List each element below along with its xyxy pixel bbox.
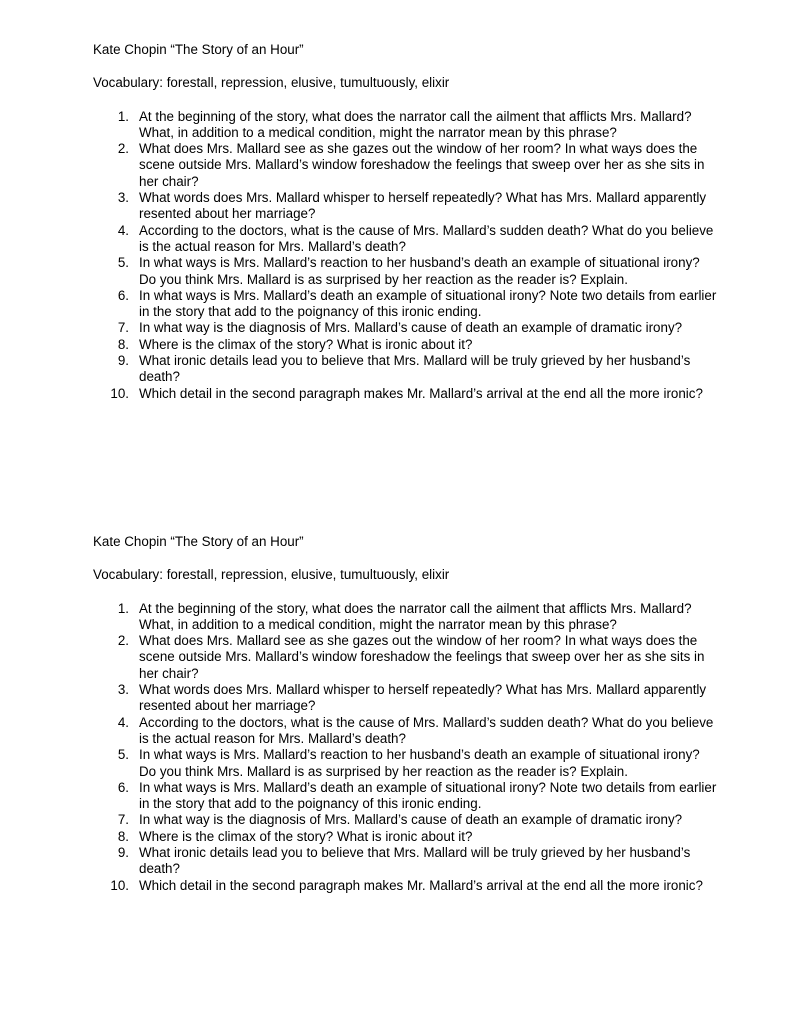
question-number: 4. — [117, 222, 129, 238]
question-number: 7. — [117, 320, 129, 336]
question-text: According to the doctors, what is the cause of Mrs. Mallard’s sudden death? What do you believe is the actual reason for Mrs. Mallard’s death? — [139, 714, 714, 746]
question-list — [93, 109, 733, 402]
question-number: 5. — [117, 747, 129, 763]
question-item — [93, 601, 733, 634]
question-number: 1. — [117, 108, 129, 124]
question-text: In what ways is Mrs. Mallard’s reaction to her husband’s death an example of situational irony? Do you think Mrs. Mallard is as surprised by her reaction as the reader is? Explain. — [139, 747, 700, 779]
question-number: 2. — [117, 633, 129, 649]
question-item — [93, 353, 733, 386]
question-text: In what ways is Mrs. Mallard’s reaction to her husband’s death an example of situational irony? Do you think Mrs. Mallard is as surprised by her reaction as the reader is? Explain. — [139, 255, 700, 287]
question-text: According to the doctors, what is the cause of Mrs. Mallard’s sudden death? What do you believe is the actual reason for Mrs. Mallard’s death? — [139, 222, 714, 254]
question-number: 10. — [110, 877, 129, 893]
question-item — [93, 141, 733, 190]
question-text: What ironic details lead you to believe that Mrs. Mallard will be truly grieved by her husband’s death? — [139, 353, 691, 385]
worksheet-1 — [93, 42, 733, 402]
question-text: Which detail in the second paragraph makes Mr. Mallard’s arrival at the end all the more ironic? — [139, 877, 703, 893]
question-number: 10. — [110, 385, 129, 401]
question-text: At the beginning of the story, what does the narrator call the ailment that afflicts Mrs. Mallard? What, in addition to a medical condition, might the narrator mean by this phrase? — [139, 600, 692, 632]
worksheet-title: Kate Chopin “The Story of an Hour” — [93, 534, 304, 549]
question-text: At the beginning of the story, what does the narrator call the ailment that afflicts Mrs. Mallard? What, in addition to a medical condition, might the narrator mean by this phrase? — [139, 108, 692, 140]
question-number: 7. — [117, 812, 129, 828]
question-text: What ironic details lead you to believe that Mrs. Mallard will be truly grieved by her husband’s death? — [139, 845, 691, 877]
question-item — [93, 715, 733, 748]
question-number: 6. — [117, 287, 129, 303]
worksheet-title: Kate Chopin “The Story of an Hour” — [93, 42, 304, 57]
question-item — [93, 812, 733, 828]
question-number: 4. — [117, 714, 129, 730]
question-text: In what ways is Mrs. Mallard’s death an example of situational irony? Note two details from earlier in the story that add to the poignancy of this ironic ending. — [139, 779, 717, 812]
question-item — [93, 109, 733, 142]
vocabulary-line: Vocabulary: forestall, repression, elusive, tumultuously, elixir — [93, 567, 450, 583]
question-item — [93, 682, 733, 715]
question-text: In what ways is Mrs. Mallard’s death an example of situational irony? Note two details from earlier in the story that add to the poignancy of this ironic ending. — [139, 287, 717, 320]
question-number: 9. — [117, 845, 129, 861]
worksheet-2 — [93, 534, 733, 894]
question-item — [93, 845, 733, 878]
question-item — [93, 288, 733, 321]
question-number: 9. — [117, 353, 129, 369]
question-number: 5. — [117, 255, 129, 271]
question-item — [93, 633, 733, 682]
question-item — [93, 829, 733, 845]
question-text: Where is the climax of the story? What is ironic about it? — [139, 828, 473, 844]
question-text: In what way is the diagnosis of Mrs. Mallard’s cause of death an example of dramatic irony? — [139, 320, 683, 336]
question-text: Where is the climax of the story? What is ironic about it? — [139, 336, 473, 352]
question-number: 1. — [117, 600, 129, 616]
vocabulary-line: Vocabulary: forestall, repression, elusive, tumultuously, elixir — [93, 75, 450, 91]
question-item — [93, 747, 733, 780]
question-item — [93, 878, 733, 894]
question-text: What does Mrs. Mallard see as she gazes out the window of her room? In what ways does the scene outside Mrs. Mallard’s window foreshadow the feelings that sweep over her as she sits in her chair? — [139, 633, 705, 681]
question-text: What words does Mrs. Mallard whisper to herself repeatedly? What has Mrs. Mallard apparently resented about her marriage? — [139, 682, 707, 714]
question-item — [93, 320, 733, 336]
question-item — [93, 780, 733, 813]
question-number: 3. — [117, 682, 129, 698]
question-item — [93, 223, 733, 256]
question-text: What does Mrs. Mallard see as she gazes out the window of her room? In what ways does the scene outside Mrs. Mallard’s window foreshadow the feelings that sweep over her as she sits in her chair? — [139, 141, 705, 189]
question-number: 8. — [117, 336, 129, 352]
question-item — [93, 337, 733, 353]
question-list — [93, 601, 733, 894]
question-text: Which detail in the second paragraph makes Mr. Mallard’s arrival at the end all the more ironic? — [139, 385, 703, 401]
question-item — [93, 255, 733, 288]
question-text: What words does Mrs. Mallard whisper to herself repeatedly? What has Mrs. Mallard apparently resented about her marriage? — [139, 190, 707, 222]
question-number: 6. — [117, 779, 129, 795]
question-number: 2. — [117, 141, 129, 157]
question-text: In what way is the diagnosis of Mrs. Mallard’s cause of death an example of dramatic irony? — [139, 812, 683, 828]
question-item — [93, 190, 733, 223]
question-item — [93, 386, 733, 402]
question-number: 8. — [117, 828, 129, 844]
question-number: 3. — [117, 190, 129, 206]
